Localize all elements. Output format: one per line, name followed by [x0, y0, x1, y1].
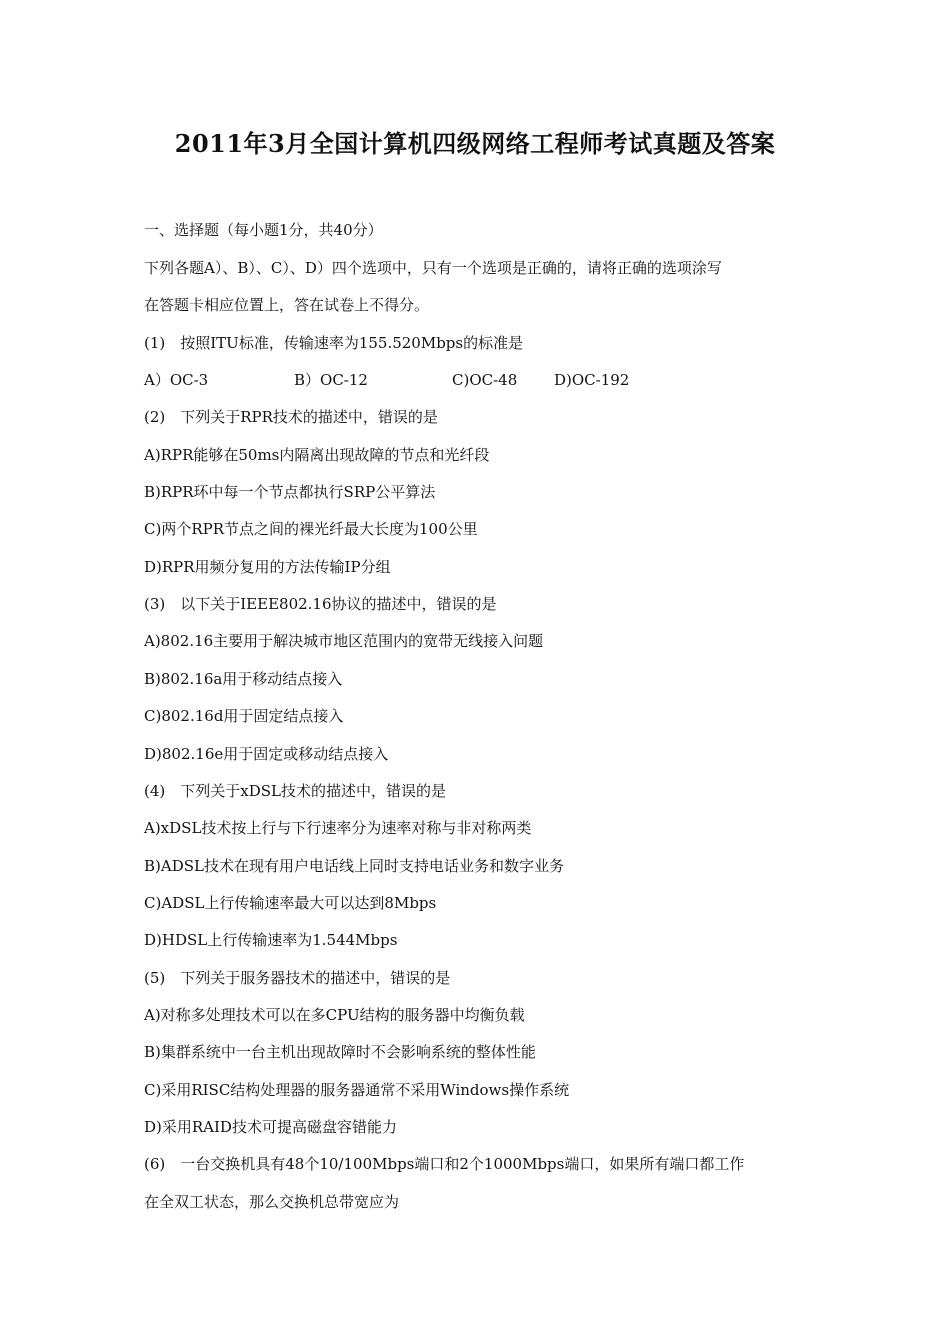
- instruction-line-1: 下列各题A）、B）、C）、D）四个选项中，只有一个选项是正确的，请将正确的选项涂写: [144, 259, 722, 277]
- question-4: (4) 下列关于xDSL技术的描述中，错误的是: [144, 782, 446, 800]
- q1-option-b: B）OC-12: [294, 371, 368, 389]
- question-6-line-2: 在全双工状态，那么交换机总带宽应为: [144, 1193, 400, 1211]
- q1-option-a: A）OC-3: [144, 371, 209, 389]
- q1-option-d: D)OC-192: [554, 371, 630, 389]
- question-4-option-c: C)ADSL上行传输速率最大可以达到8Mbps: [144, 894, 437, 912]
- question-1: (1) 按照ITU标准，传输速率为155.520Mbps的标准是: [144, 334, 524, 352]
- question-2: (2) 下列关于RPR技术的描述中，错误的是: [144, 408, 438, 426]
- instruction-line-2: 在答题卡相应位置上，答在试卷上不得分。: [144, 296, 430, 314]
- question-3-option-a: A)802.16主要用于解决城市地区范围内的宽带无线接入问题: [144, 632, 544, 650]
- question-5-option-a: A)对称多处理技术可以在多CPU结构的服务器中均衡负载: [144, 1006, 525, 1024]
- question-2-option-c: C)两个RPR节点之间的裸光纤最大长度为100公里: [144, 520, 478, 538]
- question-5: (5) 下列关于服务器技术的描述中，错误的是: [144, 969, 451, 987]
- question-2-option-b: B)RPR环中每一个节点都执行SRP公平算法: [144, 483, 436, 501]
- question-3: (3) 以下关于IEEE802.16协议的描述中，错误的是: [144, 595, 497, 613]
- q1-option-c: C)OC-48: [452, 371, 518, 389]
- question-3-option-b: B)802.16a用于移动结点接入: [144, 670, 343, 688]
- question-4-option-a: A)xDSL技术按上行与下行速率分为速率对称与非对称两类: [144, 819, 532, 837]
- question-2-option-a: A)RPR能够在50ms内隔离出现故障的节点和光纤段: [144, 446, 490, 464]
- question-4-option-b: B)ADSL技术在现有用户电话线上同时支持电话业务和数字业务: [144, 857, 564, 875]
- document-title: 2011年3月全国计算机四级网络工程师考试真题及答案: [174, 129, 776, 158]
- question-2-option-d: D)RPR用频分复用的方法传输IP分组: [144, 558, 391, 576]
- question-1-options: [144, 370, 664, 390]
- question-6-line-1: (6) 一台交换机具有48个10/100Mbps端口和2个1000Mbps端口，如果所有端口都工作: [144, 1155, 745, 1173]
- question-5-option-b: B)集群系统中一台主机出现故障时不会影响系统的整体性能: [144, 1043, 536, 1061]
- question-5-option-d: D)采用RAID技术可提高磁盘容错能力: [144, 1118, 397, 1136]
- section-heading: 一、选择题（每小题1分，共40分）: [144, 221, 383, 239]
- question-5-option-c: C)采用RISC结构处理器的服务器通常不采用Windows操作系统: [144, 1081, 570, 1099]
- question-3-option-d: D)802.16e用于固定或移动结点接入: [144, 745, 389, 763]
- question-4-option-d: D)HDSL上行传输速率为1.544Mbps: [144, 931, 398, 949]
- question-3-option-c: C)802.16d用于固定结点接入: [144, 707, 344, 725]
